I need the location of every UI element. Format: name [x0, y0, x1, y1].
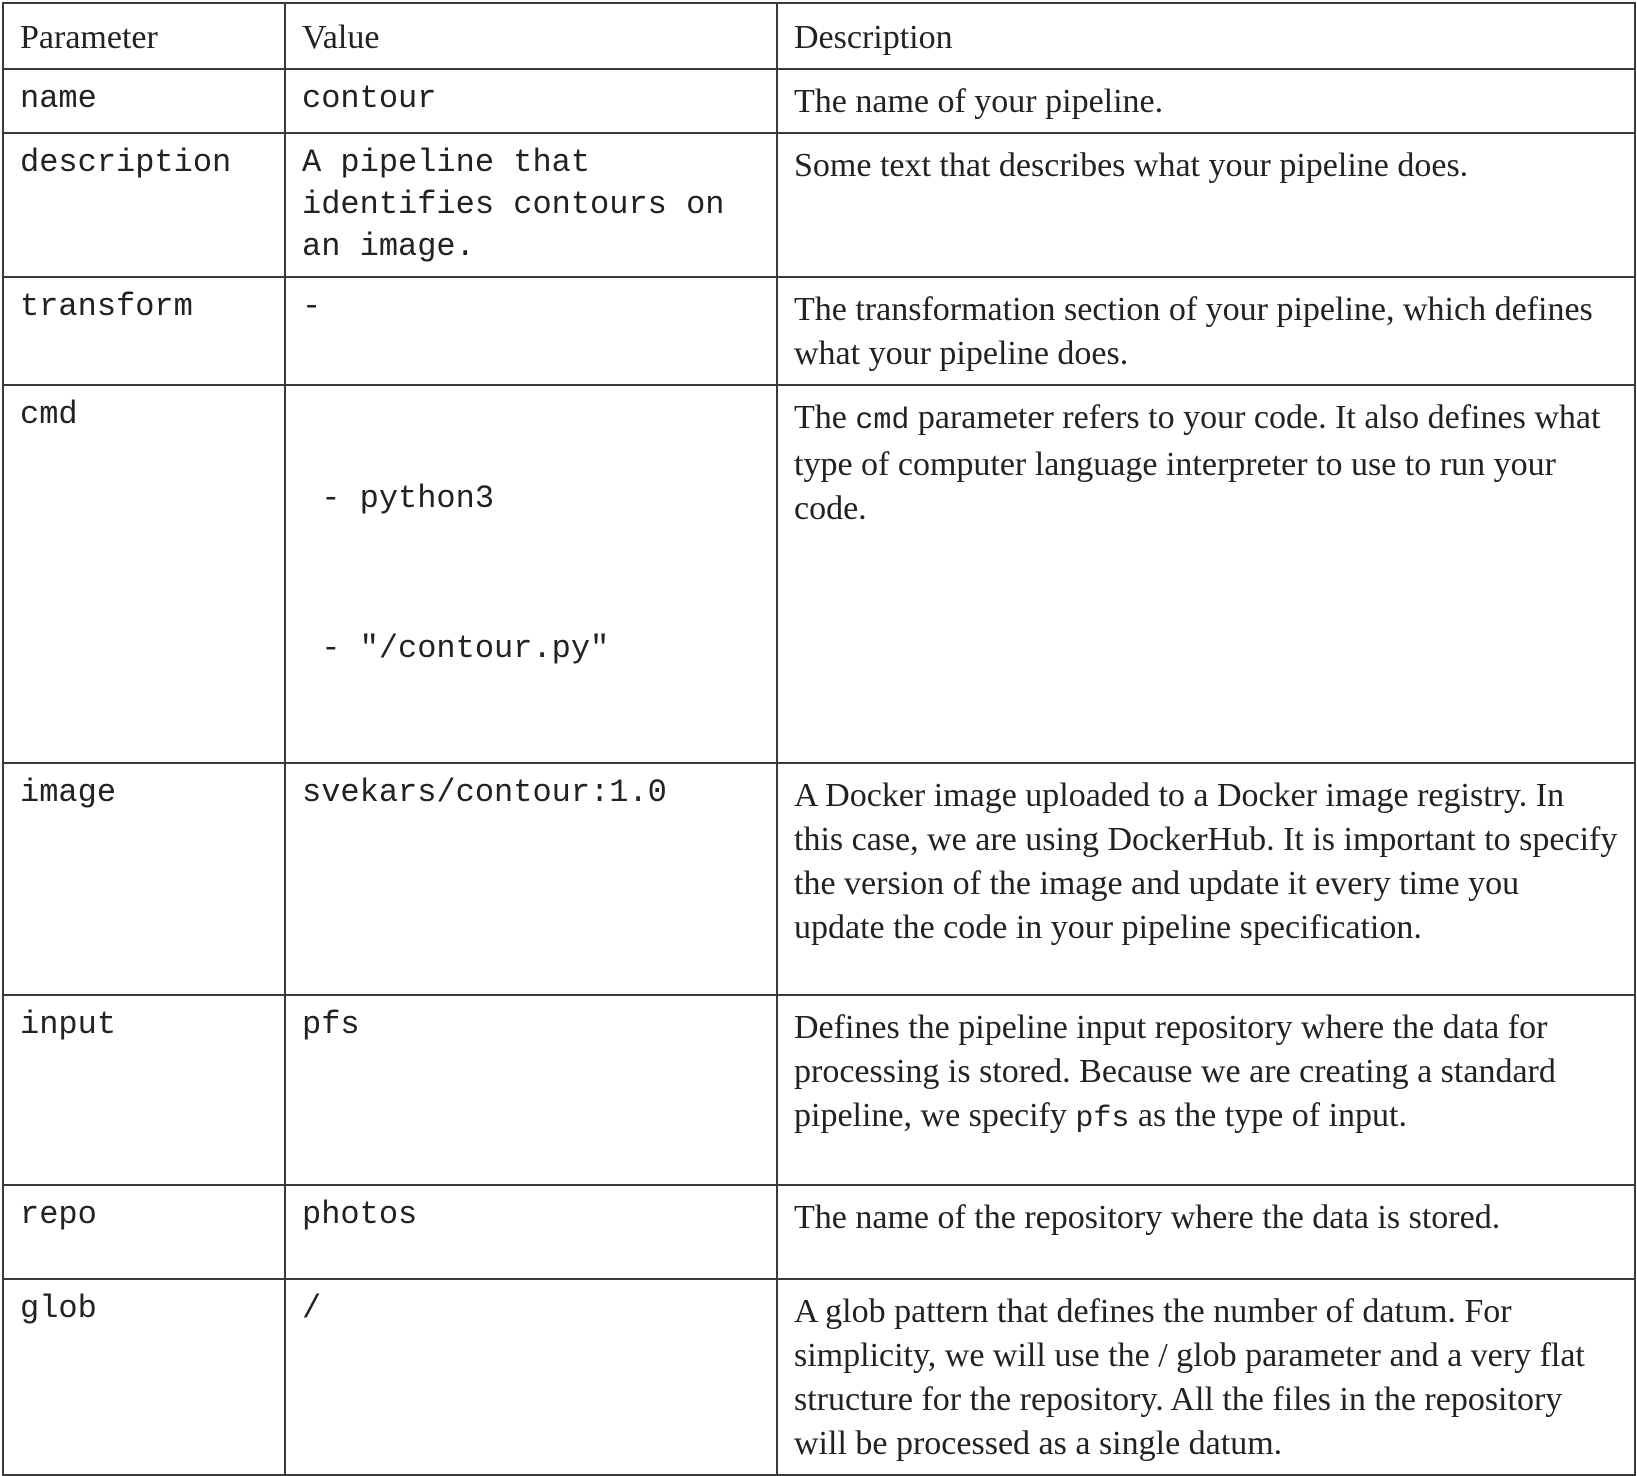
table-row: [3, 1279, 1635, 1475]
table-row: [3, 995, 1635, 1185]
description-cell: The transformation section of your pipeline, which defines what your pipeline does.: [777, 277, 1635, 385]
parameter-cell: repo: [3, 1185, 285, 1279]
parameter-cell: image: [3, 763, 285, 995]
description-text: The: [794, 399, 856, 436]
description-text: Defines the pipeline input repository where the data for processing is stored. Because we are creating a standard pipeline, we specify: [794, 1009, 1556, 1134]
parameter-cell: input: [3, 995, 285, 1185]
description-cell: [777, 385, 1635, 763]
inline-code: pfs: [1075, 1102, 1130, 1136]
value-cell: A pipeline that identifies contours on an image.: [285, 133, 777, 277]
description-cell: A glob pattern that defines the number of datum. For simplicity, we will use the / glob parameter and a very flat structure for the repository. All the files in the repository will be processed as a single datum.: [777, 1279, 1635, 1475]
value-line: - "/contour.py": [302, 630, 610, 667]
table-row: [3, 133, 1635, 277]
value-cell: [285, 385, 777, 763]
table-row: [3, 69, 1635, 133]
value-cell: /: [285, 1279, 777, 1475]
table-header-row: [3, 3, 1635, 69]
description-cell: Some text that describes what your pipeline does.: [777, 133, 1635, 277]
header-value: Value: [285, 3, 777, 69]
description-text: as the type of input.: [1129, 1097, 1407, 1134]
table-row: [3, 385, 1635, 763]
value-line: - python3: [302, 480, 495, 517]
table-row: [3, 1185, 1635, 1279]
value-cell: contour: [285, 69, 777, 133]
parameters-table: [2, 2, 1636, 1476]
header-parameter: Parameter: [3, 3, 285, 69]
description-cell: The name of your pipeline.: [777, 69, 1635, 133]
description-text: parameter refers to your code. It also defines what type of computer language interpreter to use to run your code.: [794, 399, 1601, 527]
value-cell: pfs: [285, 995, 777, 1185]
table-row: [3, 763, 1635, 995]
inline-code: cmd: [855, 404, 910, 438]
parameter-cell: cmd: [3, 385, 285, 763]
value-cell: photos: [285, 1185, 777, 1279]
parameter-cell: description: [3, 133, 285, 277]
parameter-cell: glob: [3, 1279, 285, 1475]
parameter-cell: transform: [3, 277, 285, 385]
table-row: [3, 277, 1635, 385]
description-cell: The name of the repository where the data is stored.: [777, 1185, 1635, 1279]
description-cell: A Docker image uploaded to a Docker image registry. In this case, we are using DockerHub. It is important to specify the version of the image and update it every time you update the code in your pipeline specification.: [777, 763, 1635, 995]
value-cell: svekars/contour:1.0: [285, 763, 777, 995]
value-cell: -: [285, 277, 777, 385]
description-cell: [777, 995, 1635, 1185]
parameter-cell: name: [3, 69, 285, 133]
header-description: Description: [777, 3, 1635, 69]
